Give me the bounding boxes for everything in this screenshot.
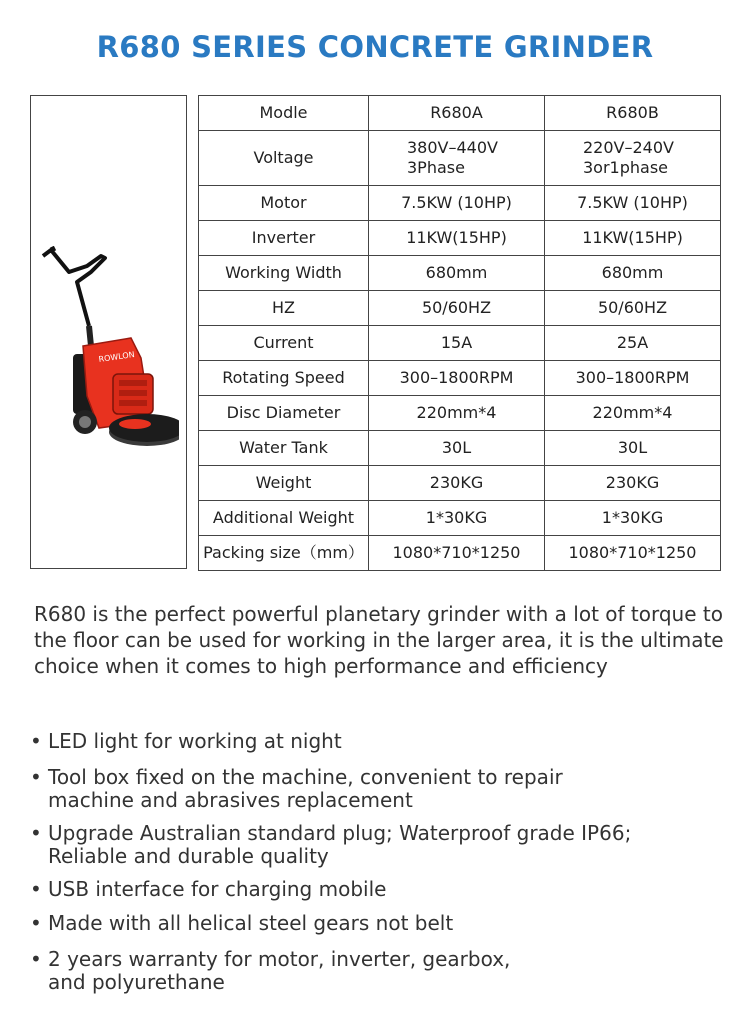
table-row <box>199 501 721 536</box>
table-row <box>199 326 721 361</box>
spec-value-b: 1*30KG <box>545 501 721 536</box>
spec-label: Disc Diameter <box>199 396 369 431</box>
table-header-cell: R680A <box>369 96 545 131</box>
spec-label: Motor <box>199 186 369 221</box>
spec-value-a: 50/60HZ <box>369 291 545 326</box>
table-row <box>199 536 721 571</box>
spec-value-a: 1*30KG <box>369 501 545 536</box>
spec-value-line: 380V–440V <box>407 138 498 157</box>
spec-value-line: 3Phase <box>407 158 465 177</box>
spec-label: Weight <box>199 466 369 501</box>
feature-text-continued: Reliable and durable quality <box>48 844 329 868</box>
spec-value-a: 15A <box>369 326 545 361</box>
bullet-icon: • <box>30 911 42 935</box>
table-row <box>199 431 721 466</box>
spec-value-a: 220mm*4 <box>369 396 545 431</box>
table-row <box>199 186 721 221</box>
spec-value-b: 680mm <box>545 256 721 291</box>
table-row <box>199 131 721 186</box>
bullet-icon: • <box>30 877 42 901</box>
spec-label: Rotating Speed <box>199 361 369 396</box>
spec-label: Water Tank <box>199 431 369 466</box>
bullet-icon: • <box>30 765 42 789</box>
table-row <box>199 361 721 396</box>
product-image-frame <box>30 95 187 569</box>
spec-value-b: 30L <box>545 431 721 466</box>
spec-value-a: 230KG <box>369 466 545 501</box>
feature-item <box>30 766 563 812</box>
spec-value-b <box>545 131 721 186</box>
feature-text: Upgrade Australian standard plug; Waterproof grade IP66; <box>48 821 632 845</box>
feature-text: 2 years warranty for motor, inverter, gearbox, <box>48 947 511 971</box>
feature-text-continued: machine and abrasives replacement <box>48 788 413 812</box>
table-header-row <box>199 96 721 131</box>
spec-value-a: 30L <box>369 431 545 466</box>
table-row <box>199 221 721 256</box>
spec-value-b: 11KW(15HP) <box>545 221 721 256</box>
spec-label: Inverter <box>199 221 369 256</box>
spec-value-b: 50/60HZ <box>545 291 721 326</box>
table-row <box>199 256 721 291</box>
spec-value-a <box>369 131 545 186</box>
feature-item <box>30 730 342 753</box>
feature-text: Made with all helical steel gears not belt <box>48 911 454 935</box>
spec-label: Packing size（mm） <box>199 536 369 571</box>
spec-value-a: 11KW(15HP) <box>369 221 545 256</box>
bullet-icon: • <box>30 729 42 753</box>
spec-value-a: 680mm <box>369 256 545 291</box>
spec-label: HZ <box>199 291 369 326</box>
feature-text: USB interface for charging mobile <box>48 877 387 901</box>
spec-label: Current <box>199 326 369 361</box>
spec-value-line: 3or1phase <box>583 158 669 177</box>
spec-value-a: 1080*710*1250 <box>369 536 545 571</box>
spec-label: Additional Weight <box>199 501 369 536</box>
intro-paragraph: R680 is the perfect powerful planetary grinder with a lot of torque to the floor can be used for working in the larger area, it is the ultimate choice when it comes to high performance and efficiency <box>34 602 724 678</box>
table-row <box>199 466 721 501</box>
feature-text: Tool box fixed on the machine, convenient to repair <box>48 765 563 789</box>
concrete-grinder-icon <box>39 246 179 516</box>
spec-label: Working Width <box>199 256 369 291</box>
spec-table <box>198 95 721 571</box>
spec-value-b: 7.5KW (10HP) <box>545 186 721 221</box>
spec-value-line: 220V–240V <box>583 138 674 157</box>
table-row <box>199 291 721 326</box>
spec-value-b: 220mm*4 <box>545 396 721 431</box>
feature-text: LED light for working at night <box>48 729 342 753</box>
feature-item <box>30 878 386 901</box>
spec-value-b: 230KG <box>545 466 721 501</box>
bullet-icon: • <box>30 821 42 845</box>
table-header-cell: R680B <box>545 96 721 131</box>
spec-value-b: 25A <box>545 326 721 361</box>
feature-item <box>30 948 510 994</box>
feature-item <box>30 912 453 935</box>
spec-value-a: 7.5KW (10HP) <box>369 186 545 221</box>
brand-text: ROWLON <box>98 350 136 364</box>
page-title: R680 SERIES CONCRETE GRINDER <box>96 30 654 64</box>
feature-text-continued: and polyurethane <box>48 970 225 994</box>
spec-value-b: 300–1800RPM <box>545 361 721 396</box>
spec-value-a: 300–1800RPM <box>369 361 545 396</box>
spec-value-b: 1080*710*1250 <box>545 536 721 571</box>
table-row <box>199 396 721 431</box>
table-header-cell: Modle <box>199 96 369 131</box>
spec-label: Voltage <box>199 131 369 186</box>
bullet-icon: • <box>30 947 42 971</box>
feature-item <box>30 822 631 868</box>
